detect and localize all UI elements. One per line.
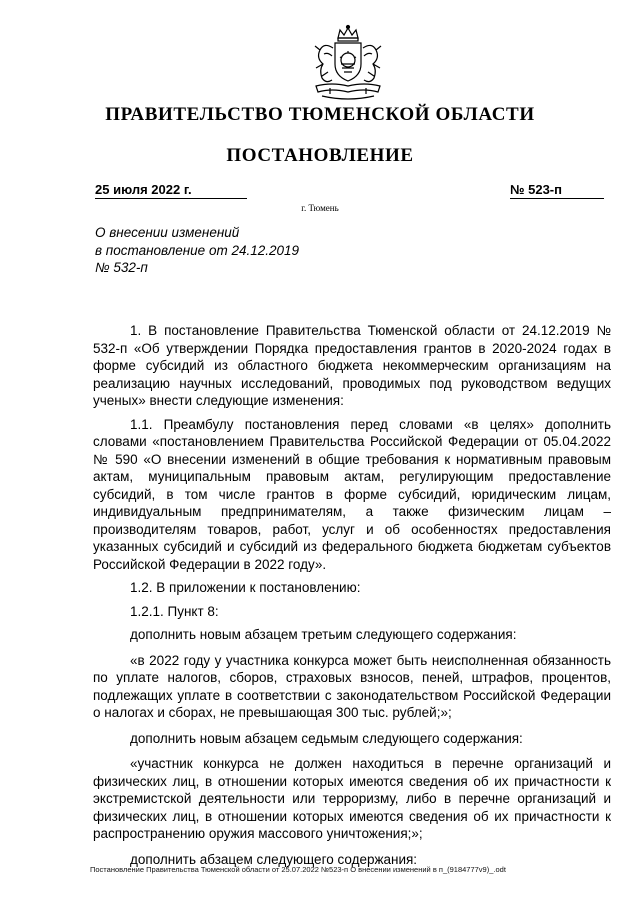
body-paragraph-5: дополнить новым абзацем третьим следующего содержания: — [130, 627, 517, 642]
body-paragraph-3: 1.2. В приложении к постановлению: — [130, 580, 361, 595]
document-date: 25 июля 2022 г. — [95, 182, 247, 199]
body-paragraph-7: дополнить новым абзацем седьмым следующего содержания: — [130, 730, 523, 746]
subject-line-3: № 532-п — [95, 260, 148, 275]
subject-line-2: в постановление от 24.12.2019 — [95, 242, 300, 258]
page-footer: Постановление Правительства Тюменской области от 25.07.2022 №523-п О внесении изменений в п_(9184777v9)_.odt — [90, 865, 506, 874]
document-body — [93, 322, 611, 874]
body-paragraph-8: «участник конкурса не должен находиться в перечне организаций и физических лиц, в отношении которых имеются сведения об их причастности к экстремистской деятельности или терроризму, либо в перечне организаций и физических лиц, в отношении которых имеются сведения об их причастности к распространению оружия массового уничтожения;»; — [93, 756, 611, 841]
body-paragraph-9: дополнить абзацем следующего содержания: — [130, 851, 418, 867]
city-label: г. Тюмень — [301, 203, 339, 213]
subject-line-1: О внесении изменений — [95, 225, 240, 240]
coat-of-arms-icon — [302, 24, 394, 106]
government-title: ПРАВИТЕЛЬСТВО ТЮМЕНСКОЙ ОБЛАСТИ — [105, 104, 535, 125]
body-paragraph-2: 1.1. Преамбулу постановления перед словами «в целях» дополнить словами «постановлением Правительства Российской Федерации от 05.04.2022 № 590 «О внесении изменений в общие требования к нормативным правовым актам, муниципальным правовым актам, регулирующим предоставление субсидий, в том числе грантов в форме субсидий, юридическим лицам, индивидуальным предпринимателям, а также физическим лицам – производителям товаров, работ, услуг и об особенностях предоставления указанных субсидий и субсидий из федерального бюджета бюджетам субъектов Российской Федерации в 2022 году». — [93, 416, 611, 572]
document-subject — [95, 224, 395, 277]
body-paragraph-4: 1.2.1. Пункт 8: — [130, 603, 219, 619]
document-number: № 523-п — [510, 182, 604, 199]
document-type: ПОСТАНОВЛЕНИЕ — [226, 145, 414, 166]
body-paragraph-1: 1. В постановление Правительства Тюменской области от 24.12.2019 № 532-п «Об утверждении Порядка предоставления грантов в 2020-2024 годах в форме субсидий из областного бюджета некоммерческим организациям на реализацию научных исследований, проводимых под руководством ведущих ученых» внести следующие изменения: — [93, 323, 611, 408]
body-paragraph-6: «в 2022 году у участника конкурса может быть неисполненная обязанность по уплате налогов, сборов, страховых взносов, пеней, штрафов, процентов, подлежащих уплате в соответствии с законодательством Российской Федерации о налогах и сборах, не превышающая 300 тыс. рублей;»; — [93, 652, 611, 720]
